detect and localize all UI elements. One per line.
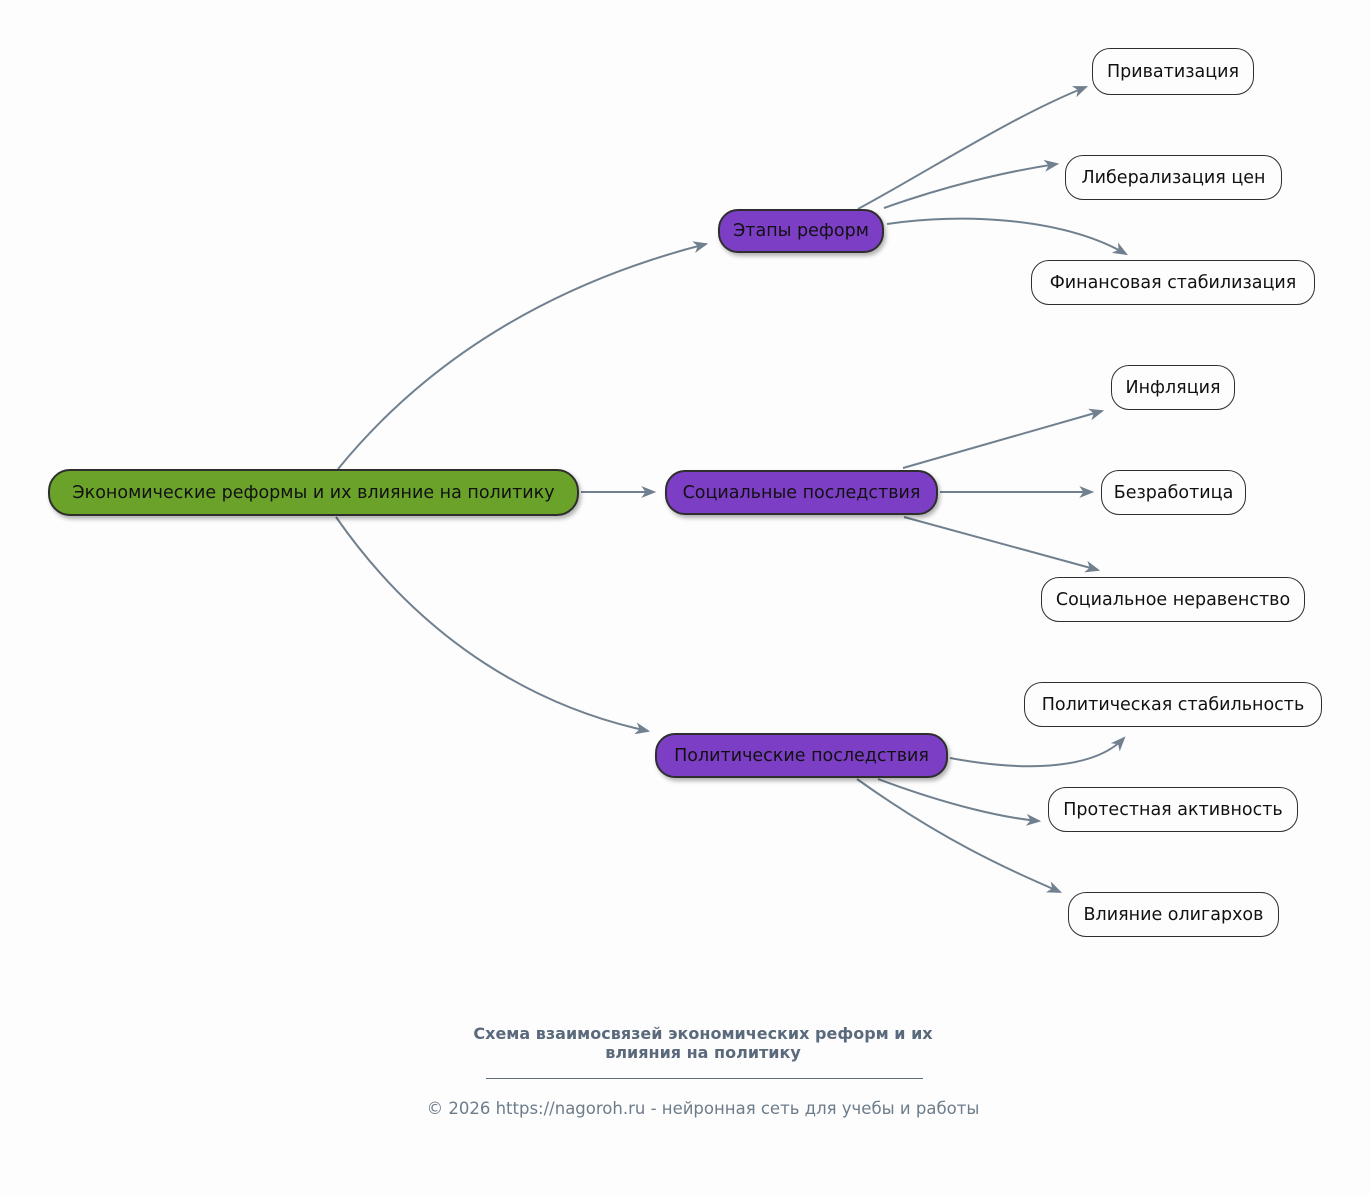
edge-root-polit <box>336 517 648 731</box>
footer-divider <box>486 1078 923 1079</box>
node-leaf-protest-activity: Протестная активность <box>1048 787 1298 832</box>
node-branch-political-consequences: Политические последствия <box>655 733 948 778</box>
edge-polit-stabilnost <box>950 738 1124 766</box>
edge-etapy-finansovaya <box>887 219 1126 254</box>
node-leaf-unemployment: Безработица <box>1101 470 1246 515</box>
node-leaf-social-inequality: Социальное неравенство <box>1041 577 1305 622</box>
node-leaf-political-stability: Политическая стабильность <box>1024 682 1322 727</box>
footer-title-line2: влияния на политику <box>605 1043 801 1062</box>
footer-title <box>368 1024 1038 1062</box>
edge-social-inflyatsiya <box>903 411 1102 468</box>
node-leaf-oligarch-influence: Влияние олигархов <box>1068 892 1279 937</box>
edge-root-etapy <box>338 244 706 469</box>
node-leaf-privatization: Приватизация <box>1092 48 1254 95</box>
node-leaf-inflation: Инфляция <box>1111 365 1235 410</box>
node-leaf-financial-stabilization: Финансовая стабилизация <box>1031 260 1315 305</box>
edge-polit-oligarkhi <box>857 779 1060 892</box>
edge-polit-protest <box>878 779 1039 821</box>
edge-etapy-liberalizatsiya <box>884 164 1057 208</box>
footer-title-line1: Схема взаимосвязей экономических реформ и их <box>473 1024 933 1043</box>
node-root: Экономические реформы и их влияние на политику <box>48 469 579 516</box>
node-branch-social-consequences: Социальные последствия <box>665 470 938 515</box>
node-branch-reform-stages: Этапы реформ <box>718 209 884 253</box>
node-leaf-price-liberalization: Либерализация цен <box>1065 155 1282 200</box>
edge-social-neravenstvo <box>904 517 1098 570</box>
edge-etapy-privatizatsiya <box>858 87 1086 209</box>
footer-copyright: © 2026 https://nagoroh.ru - нейронная сеть для учебы и работы <box>426 1099 980 1118</box>
